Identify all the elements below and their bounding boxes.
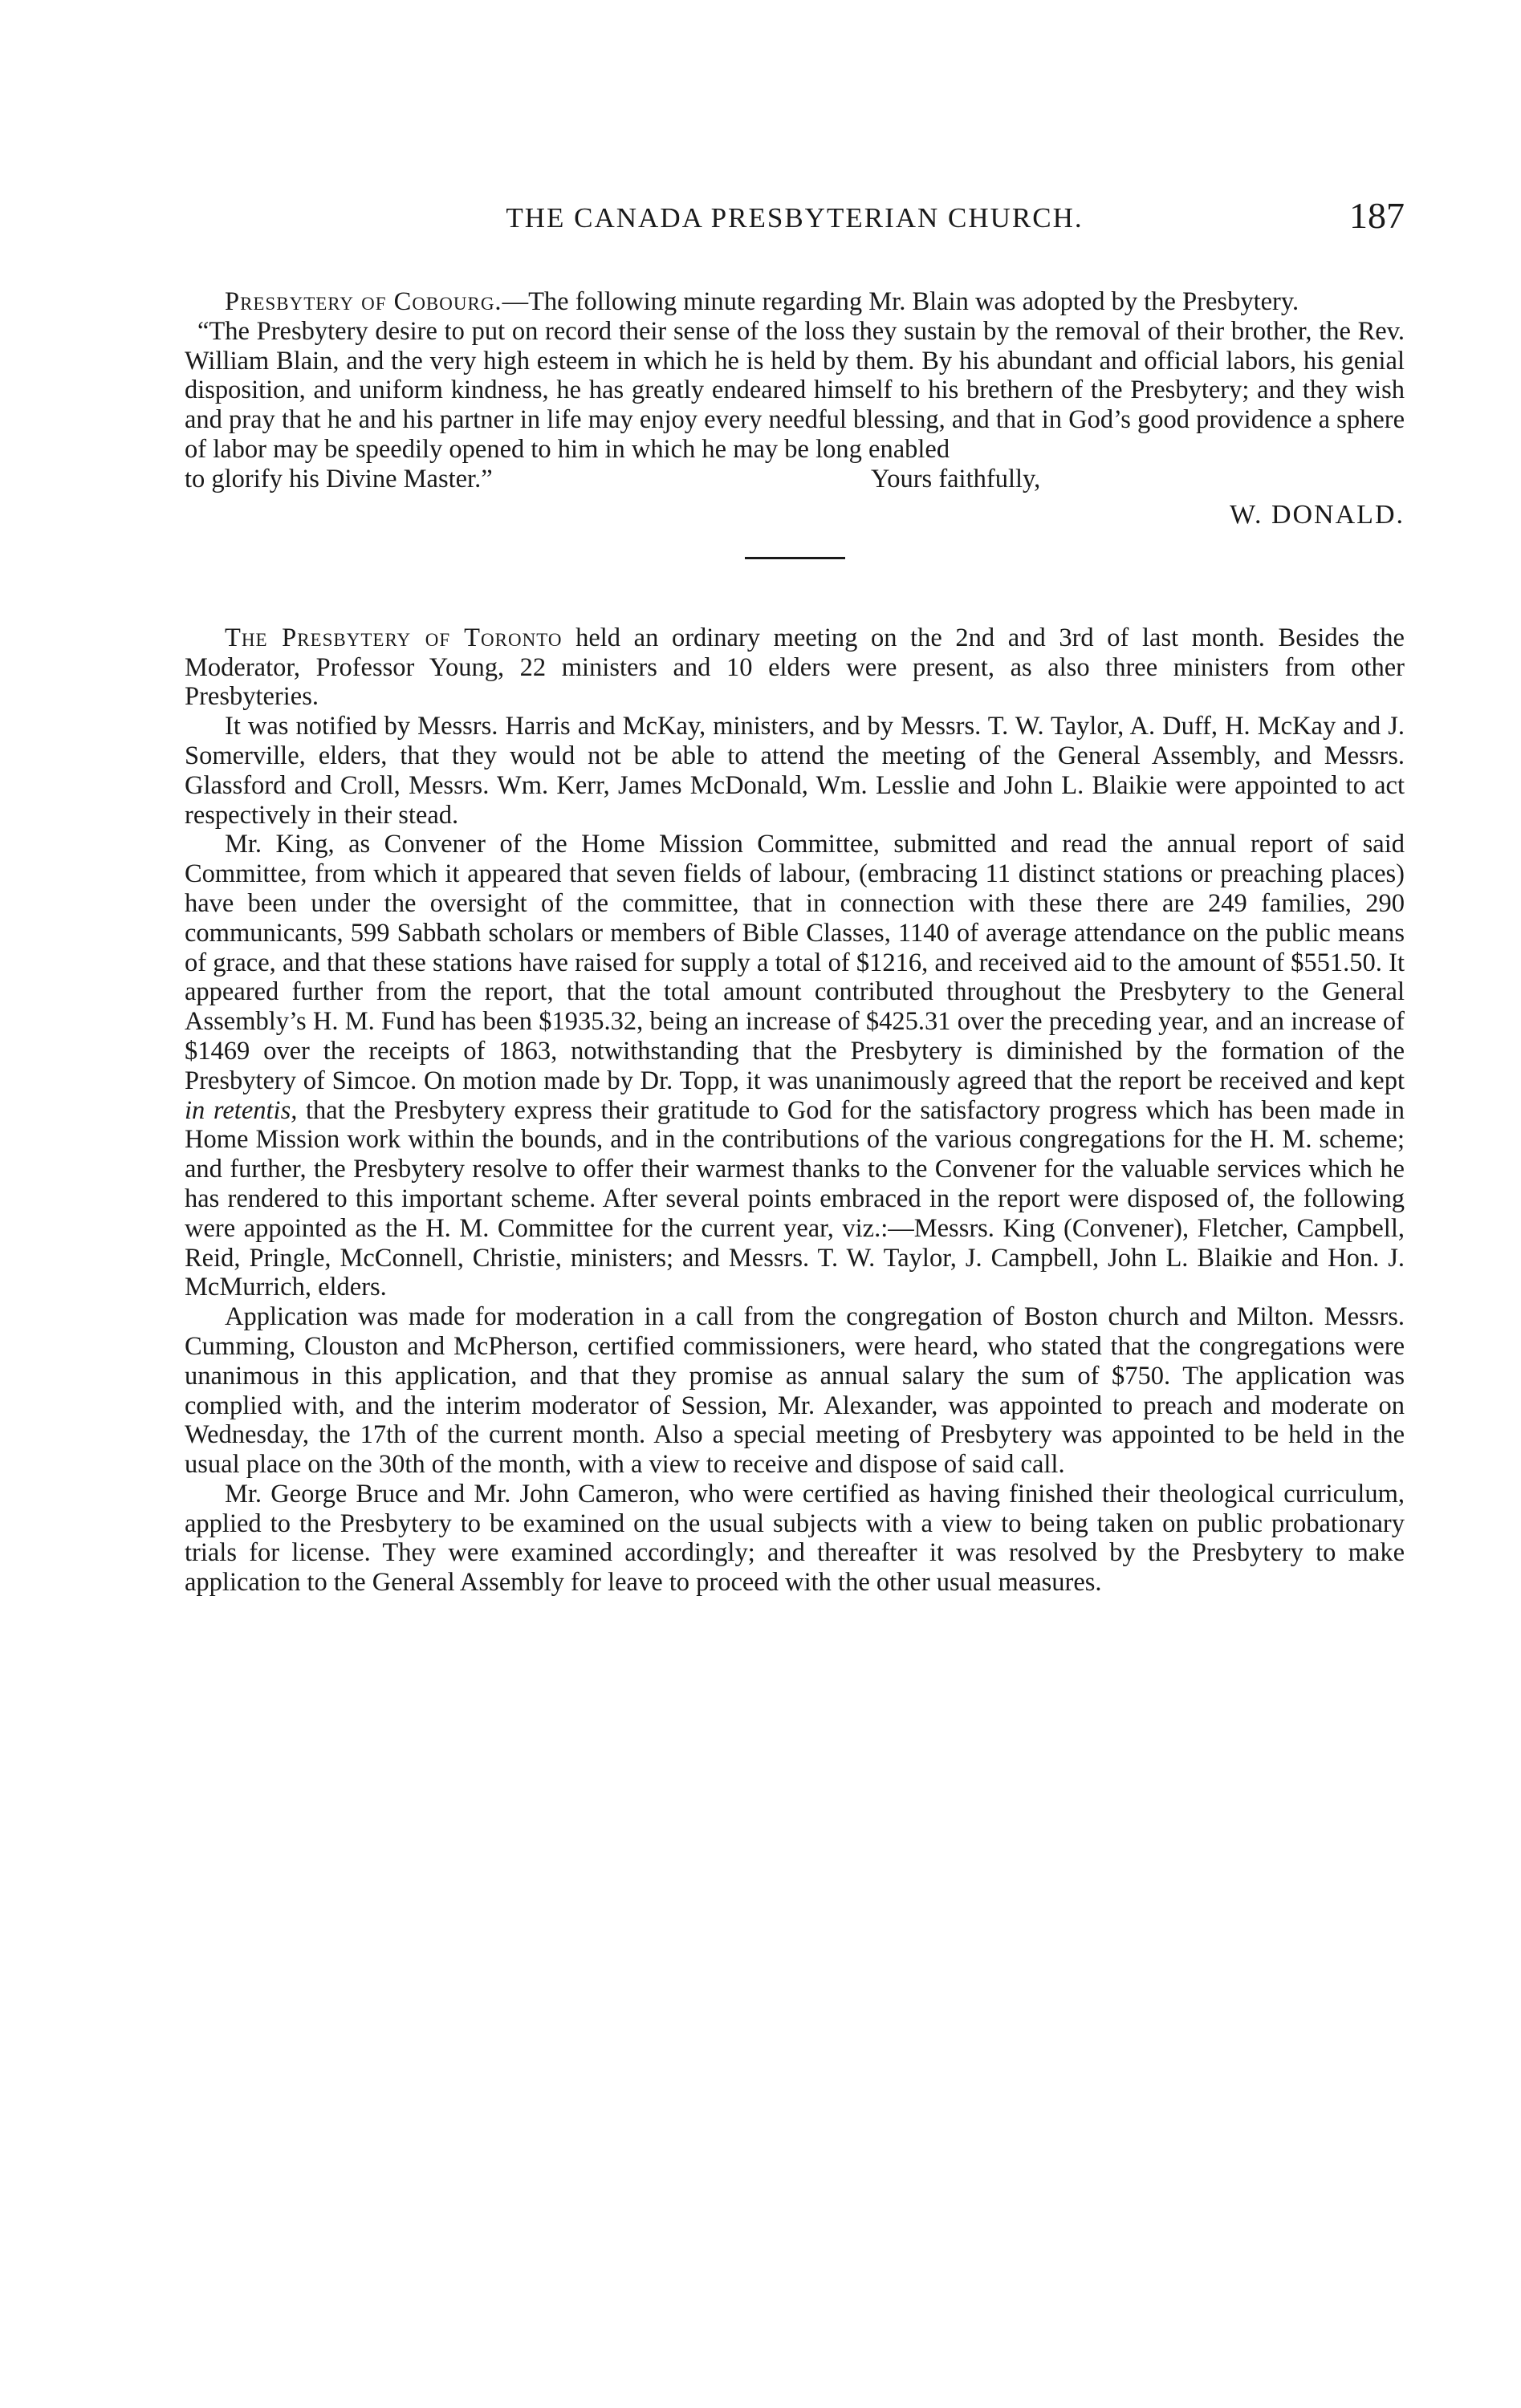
section-divider (745, 557, 845, 559)
paragraph (185, 287, 1405, 317)
signoff-line (185, 465, 1405, 494)
paragraph-text: Mr. George Bruce and Mr. John Cameron, who were certified as having finished their theological curriculum, applied to the Presbytery to be examined on the usual subjects with a view to being taken on public probationary trials for license. They were examined accordingly; and thereafter it was resolved by the Presbytery to make application to the General Assembly for leave to proceed with the other usual measures. (185, 1479, 1405, 1598)
paragraph-text: “The Presbytery desire to put on record their sense of the loss they sustain by the removal of their brother, the Rev. William Blain, and the very high esteem in which he is held by them. By his abundant and official labors, his genial disposition, and uniform kindness, he has greatly endeared himself to his brethern of the Presbytery; and they wish and pray that he and his partner in life may enjoy every needful blessing, and that in God’s good providence a sphere of labor may be speedily opened to him in which he may be long enabled (185, 316, 1405, 464)
section-heading: Presbytery of Cobourg. (225, 287, 502, 316)
paragraph-text: to glorify his Divine Master.” (185, 464, 493, 493)
running-title: THE CANADA PRESBYTERIAN CHURCH. (506, 202, 1084, 233)
paragraph (185, 1480, 1405, 1598)
closing: Yours faithfully, (871, 464, 1041, 493)
paragraph (185, 830, 1405, 1302)
page-number: 187 (1349, 195, 1405, 236)
paragraph-text: that the Presbytery express their gratitude to God for the satisfactory progress which has been made in Home Mission work within the bounds, and in the contributions of the various congregations for the H. M. scheme; and further, the Presbytery resolve to offer their warmest thanks to the Convener for the valuable services which he has rendered to this important scheme. After several points embraced in the report were disposed of, the following were appointed as the H. M. Committee for the current year, viz.:—Messrs. King (Convener), Fletcher, Campbell, Reid, Pringle, McConnell, Christie, ministers; and Messrs. T. W. Taylor, J. Campbell, John L. Blaikie and Hon. J. McMurrich, elders. (185, 1095, 1405, 1302)
paragraph-text: held an ordinary meeting on the 2nd and 3rd of last month. Besides the Moderator, Professor Young, 22 ministers and 10 elders were present, as also three ministers from other Presbyteries. (185, 623, 1405, 712)
italic-phrase: in retentis, (185, 1095, 298, 1125)
section-cobourg (185, 287, 1405, 531)
paragraph-text: —The following minute regarding Mr. Blain was adopted by the Presbytery. (502, 287, 1299, 316)
paragraph (185, 712, 1405, 830)
paragraph (185, 317, 1405, 465)
signature: W. DONALD. (1229, 499, 1405, 530)
page (185, 193, 1405, 1598)
paragraph-text: Application was made for moderation in a call from the congregation of Boston church and Milton. Messrs. Cumming, Clouston and McPherson, certified commissioners, were heard, who stated that the congregations were unanimous in this application, and that they promise as annual salary the sum of $750. The application was complied with, and the interim moderator of Session, Mr. Alexander, was appointed to preach and moderate on Wednesday, the 17th of the current month. Also a special meeting of Presbytery was appointed to be held in the usual place on the 30th of the month, with a view to receive and dispose of said call. (185, 1302, 1405, 1480)
running-head (185, 193, 1405, 241)
section-heading: The Presbytery of Toronto (225, 623, 563, 652)
paragraph (185, 623, 1405, 712)
section-toronto (185, 623, 1405, 1598)
paragraph-text: It was notified by Messrs. Harris and McKay, ministers, and by Messrs. T. W. Taylor, A. Duff, H. McKay and J. Somerville, elders, that they would not be able to attend the meeting of the General Assembly, and Messrs. Glassford and Croll, Messrs. Wm. Kerr, James McDonald, Wm. Lesslie and John L. Blaikie were appointed to act respectively in their stead. (185, 712, 1405, 830)
paragraph (185, 1302, 1405, 1480)
paragraph-text: Mr. King, as Convener of the Home Mission Committee, submitted and read the annual report of said Committee, from which it appeared that seven fields of labour, (embracing 11 distinct stations or preaching places) have been under the oversight of the committee, that in connection with these there are 249 families, 290 communicants, 599 Sabbath scholars or members of Bible Classes, 1140 of average attendance on the public means of grace, and that these stations have raised for supply a total of $1216, and received aid to the amount of $551.50. It appeared further from the report, that the total amount contributed throughout the Presbytery to the General Assembly’s H. M. Fund has been $1935.32, being an increase of $425.31 over the preceding year, and an increase of $1469 over the receipts of 1863, notwithstanding that the Presbytery is diminished by the formation of the Presbytery of Simcoe. On motion made by Dr. Topp, it was unanimously agreed that the report be received and kept (185, 830, 1405, 1095)
